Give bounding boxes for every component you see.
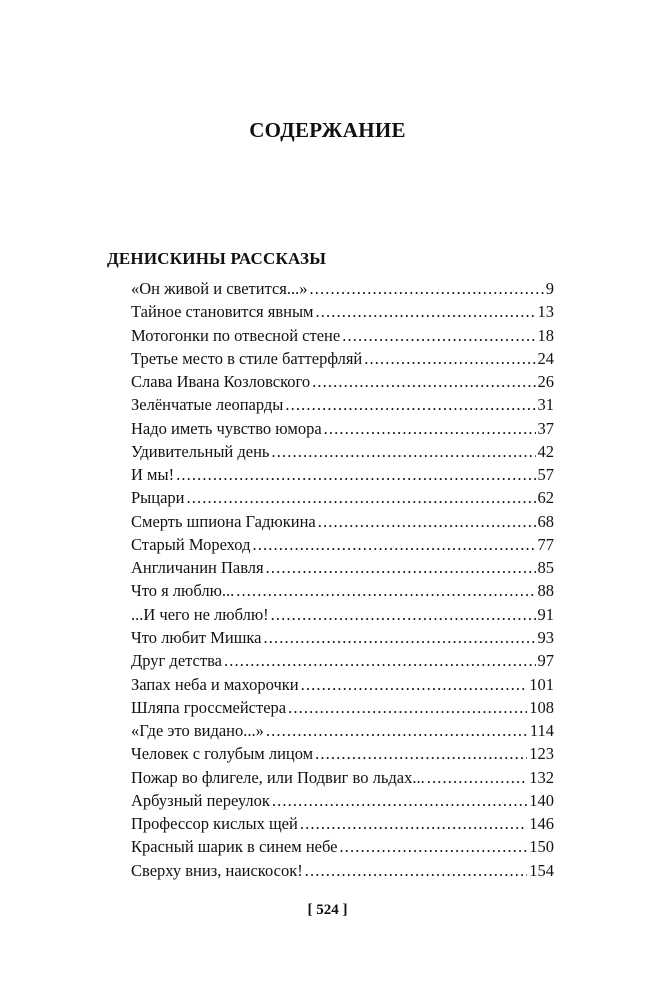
- toc-entry-title: Профессор кислых щей: [131, 814, 298, 834]
- dot-leader: [236, 579, 535, 602]
- toc-entry-title: Англичанин Павля: [131, 558, 264, 578]
- toc-entry: [131, 603, 554, 626]
- toc-entry: [131, 486, 554, 509]
- dot-leader: [312, 370, 535, 393]
- toc-entry-title: Зелёнчатые леопарды: [131, 395, 284, 415]
- dot-leader: [342, 324, 535, 347]
- dot-leader: [266, 719, 528, 742]
- toc-entry-title: И мы!: [131, 465, 175, 485]
- dot-leader: [305, 859, 528, 882]
- toc-entry: [131, 835, 554, 858]
- toc-entry: [131, 324, 554, 347]
- toc-entry: [131, 510, 554, 533]
- toc-entry-page: 62: [537, 488, 554, 508]
- dot-leader: [187, 486, 536, 509]
- dot-leader: [301, 673, 528, 696]
- toc-entry: [131, 370, 554, 393]
- dot-leader: [271, 603, 536, 626]
- dot-leader: [427, 766, 528, 789]
- toc-entry-title: Надо иметь чувство юмора: [131, 418, 322, 438]
- toc-entry-title: Запах неба и махорочки: [131, 674, 299, 694]
- toc-entry-page: 146: [529, 814, 554, 834]
- dot-leader: [324, 417, 536, 440]
- dot-leader: [318, 510, 536, 533]
- page-number: [ 524 ]: [307, 902, 348, 918]
- toc-entry-page: 132: [529, 767, 554, 787]
- dot-leader: [339, 835, 527, 858]
- toc-entry: [131, 696, 554, 719]
- toc-entry-title: Пожар во флигеле, или Подвиг во льдах...: [131, 767, 425, 787]
- toc-entry-page: 93: [537, 627, 554, 647]
- toc-entry-title: Третье место в стиле баттерфляй: [131, 348, 363, 368]
- toc-entry-page: 9: [545, 279, 554, 298]
- dot-leader: [310, 277, 544, 300]
- toc-entry-page: 140: [529, 790, 554, 810]
- dot-leader: [224, 649, 536, 672]
- toc-entry-page: 77: [537, 534, 554, 554]
- toc-entry: [131, 463, 554, 486]
- toc-entry: [131, 673, 554, 696]
- dot-leader: [272, 789, 527, 812]
- toc-entry: [131, 347, 554, 370]
- toc-entry-title: «Где это видано...»: [131, 721, 264, 741]
- toc-entry-page: 68: [537, 511, 554, 531]
- toc-entry-title: Что я люблю...: [131, 581, 235, 601]
- toc-entry-page: 85: [537, 558, 554, 578]
- toc-entry-title: Тайное становится явным: [131, 302, 314, 322]
- toc-entry-page: 37: [537, 418, 554, 438]
- toc-entry-title: Друг детства: [131, 651, 222, 671]
- toc-entry-title: Сверху вниз, наискосок!: [131, 860, 303, 880]
- toc-entry: [131, 812, 554, 835]
- toc-entry: [131, 766, 554, 789]
- dot-leader: [316, 300, 536, 323]
- toc-entry-page: 26: [537, 372, 554, 392]
- toc-entry-page: 91: [537, 604, 554, 624]
- dot-leader: [315, 742, 527, 765]
- toc-entry-page: 42: [537, 441, 554, 461]
- dot-leader: [271, 440, 535, 463]
- page-title: СОДЕРЖАНИЕ: [249, 118, 406, 142]
- toc-entry: [131, 440, 554, 463]
- toc-entry-title: Что любит Мишка: [131, 627, 262, 647]
- toc-entry-page: 31: [537, 395, 554, 415]
- toc-entry: [131, 719, 554, 742]
- dot-leader: [176, 463, 535, 486]
- toc-entry: [131, 789, 554, 812]
- toc-entry-page: 108: [529, 697, 554, 717]
- dot-leader: [285, 393, 535, 416]
- dot-leader: [300, 812, 527, 835]
- toc-entry-page: 97: [537, 651, 554, 671]
- dot-leader: [266, 556, 536, 579]
- toc-entry: [131, 579, 554, 602]
- toc-entry: [131, 300, 554, 323]
- toc-entry-page: 24: [537, 348, 554, 368]
- toc-entry-page: 13: [537, 302, 554, 322]
- dot-leader: [264, 626, 536, 649]
- toc-entry-title: Мотогонки по отвесной стене: [131, 325, 341, 345]
- toc-entry-title: Старый Мореход: [131, 534, 251, 554]
- toc-entry: [131, 742, 554, 765]
- toc-entry-page: 57: [537, 465, 554, 485]
- toc-entry-title: Смерть шпиона Гадюкина: [131, 511, 316, 531]
- toc-entry: [131, 277, 554, 300]
- toc-entry-title: Слава Ивана Козловского: [131, 372, 311, 392]
- toc-entry-page: 88: [537, 581, 554, 601]
- toc-entry-title: «Он живой и светится...»: [131, 279, 308, 298]
- table-of-contents: [131, 277, 554, 882]
- toc-entry-title: ...И чего не люблю!: [131, 604, 269, 624]
- toc-entry-page: 18: [537, 325, 554, 345]
- toc-entry-title: Красный шарик в синем небе: [131, 837, 338, 857]
- toc-entry-title: Шляпа гроссмейстера: [131, 697, 287, 717]
- toc-entry: [131, 417, 554, 440]
- toc-entry: [131, 556, 554, 579]
- toc-entry: [131, 533, 554, 556]
- section-heading: ДЕНИСКИНЫ РАССКАЗЫ: [107, 249, 327, 268]
- toc-entry-page: 114: [529, 721, 554, 741]
- toc-entry-page: 150: [529, 837, 554, 857]
- dot-leader: [288, 696, 527, 719]
- dot-leader: [364, 347, 535, 370]
- toc-entry-page: 101: [529, 674, 554, 694]
- toc-entry-title: Арбузный переулок: [131, 790, 270, 810]
- toc-entry-title: Удивительный день: [131, 441, 270, 461]
- toc-entry: [131, 393, 554, 416]
- dot-leader: [252, 533, 535, 556]
- toc-entry: [131, 649, 554, 672]
- toc-entry: [131, 626, 554, 649]
- toc-entry-page: 154: [529, 860, 554, 880]
- toc-entry-title: Человек с голубым лицом: [131, 744, 314, 764]
- toc-entry-title: Рыцари: [131, 488, 185, 508]
- toc-entry-page: 123: [529, 744, 554, 764]
- toc-entry: [131, 859, 554, 882]
